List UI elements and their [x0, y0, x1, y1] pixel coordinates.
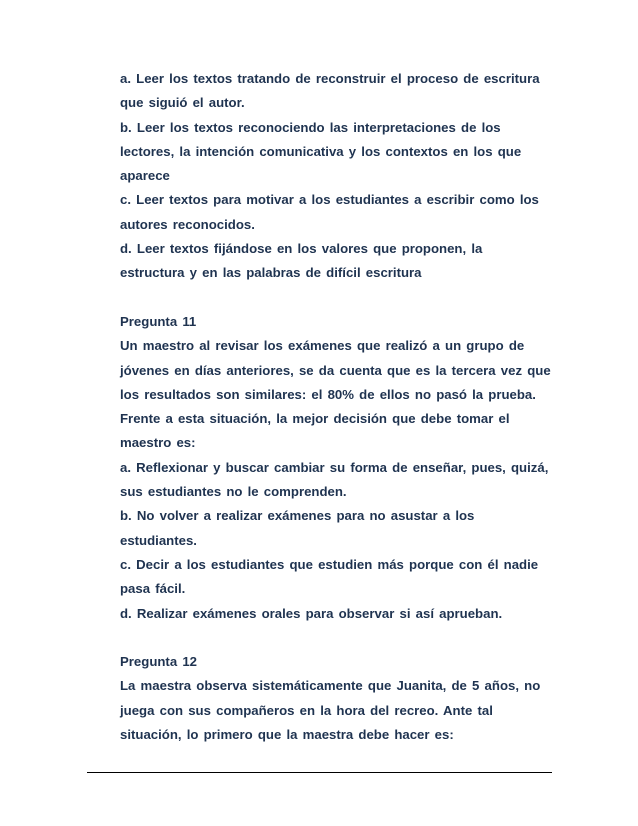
- question-11-option-a-line-2: sus estudiantes no le comprenden.: [120, 484, 347, 500]
- question-11-heading: Pregunta 11: [120, 313, 197, 329]
- option-c-line-2: autores reconocidos.: [120, 216, 255, 232]
- option-b-line-2: lectores, la intención comunicativa y los contextos en los que: [120, 143, 522, 159]
- question-12-heading: Pregunta 12: [120, 654, 197, 670]
- option-b-line-1: b. Leer los textos reconociendo las interpretaciones de los: [120, 119, 501, 135]
- option-c-line-1: c. Leer textos para motivar a los estudiantes a escribir como los: [120, 192, 539, 208]
- question-11-option-d-line-1: d. Realizar exámenes orales para observar si así aprueban.: [120, 605, 503, 621]
- question-12-stem-line-3: situación, lo primero que la maestra debe hacer es:: [120, 727, 454, 743]
- option-a-line-2: que siguió el autor.: [120, 95, 245, 111]
- question-11-option-c-line-2: pasa fácil.: [120, 581, 186, 597]
- option-d-line-2: estructura y en las palabras de difícil escritura: [120, 265, 422, 281]
- option-a-line-1: a. Leer los textos tratando de reconstruir el proceso de escritura: [120, 71, 540, 86]
- question-11-option-a-line-1: a. Reflexionar y buscar cambiar su forma de enseñar, pues, quizá,: [120, 459, 549, 475]
- option-d-line-1: d. Leer textos fijándose en los valores que proponen, la: [120, 241, 483, 257]
- question-12-stem-line-2: juega con sus compañeros en la hora del recreo. Ante tal: [120, 702, 493, 718]
- question-12: [120, 650, 560, 747]
- paragraph-gap: [120, 626, 560, 650]
- page-body: [120, 67, 560, 747]
- question-11-option-b-line-2: estudiantes.: [120, 532, 197, 548]
- question-11-stem-line-5: maestro es:: [120, 435, 196, 451]
- paragraph-gap: [120, 286, 560, 310]
- question-11-option-c-line-1: c. Decir a los estudiantes que estudien más porque con él nadie: [120, 556, 539, 572]
- options-block-previous-question: [120, 67, 560, 286]
- question-11-stem-line-1: Un maestro al revisar los exámenes que realizó a un grupo de: [120, 338, 525, 354]
- question-11-stem-line-3: los resultados son similares: el 80% de ellos no pasó la prueba.: [120, 386, 536, 402]
- footer-rule: [87, 772, 552, 773]
- question-11: [120, 310, 560, 626]
- question-11-stem-line-2: jóvenes en días anteriores, se da cuenta que es la tercera vez que: [120, 362, 551, 378]
- question-11-stem-line-4: Frente a esta situación, la mejor decisión que debe tomar el: [120, 411, 510, 427]
- question-11-option-b-line-1: b. No volver a realizar exámenes para no asustar a los: [120, 508, 475, 524]
- option-b-line-3: aparece: [120, 168, 170, 184]
- question-12-stem-line-1: La maestra observa sistemáticamente que Juanita, de 5 años, no: [120, 678, 541, 694]
